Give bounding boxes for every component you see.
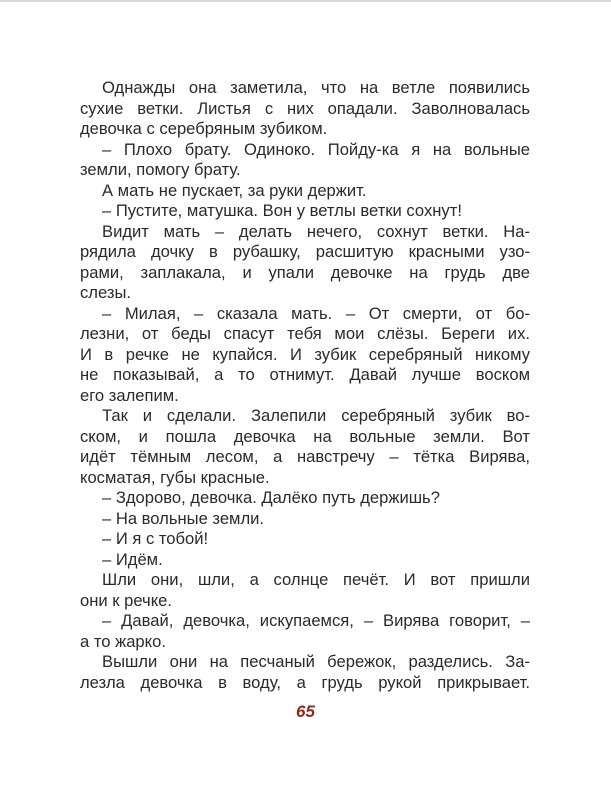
page-number: 65 <box>296 702 315 721</box>
text-line: сухие ветки. Листья с них опадали. Заволновалась <box>80 98 530 118</box>
text-line: – Пустите, матушка. Вон у ветлы ветки сохнут! <box>102 201 462 220</box>
text-line: И в речке не купайся. И зубик серебряный никому <box>80 344 530 364</box>
story-text <box>80 78 530 693</box>
text-line: Вышли они на песчаный бережок, разделись. За- <box>102 652 530 671</box>
text-line: рами, заплакала, и упали девочке на грудь две <box>80 262 530 282</box>
text-line: – И я с тобой! <box>102 529 209 548</box>
text-line: Шли они, шли, а солнце печёт. И вот пришли <box>102 570 530 589</box>
text-line: – Здорово, девочка. Далёко путь держишь? <box>102 488 440 507</box>
text-line: его залепим. <box>80 385 179 405</box>
page-top-border <box>0 0 611 2</box>
text-line: они к речке. <box>80 590 172 610</box>
text-line: – На вольные земли. <box>102 508 265 528</box>
text-line: косматая, губы красные. <box>80 467 270 487</box>
text-line: лезни, от беды спасут тебя мои слёзы. Береги их. <box>80 324 530 343</box>
text-line: – Идём. <box>102 549 163 569</box>
text-line: не показывай, а то отнимут. Давай лучше воском <box>80 365 530 384</box>
text-line: а то жарко. <box>80 631 166 651</box>
text-line: – Давай, девочка, искупаемся, – Вирява говорит, – <box>102 611 530 630</box>
text-line: Однажды она заметила, что на ветле появились <box>102 78 530 97</box>
text-line: ском, и пошла девочка на вольные земли. Вот <box>80 426 530 446</box>
text-line: Видит мать – делать нечего, сохнут ветки. На- <box>102 221 530 241</box>
text-line: земли, помогу брату. <box>80 160 241 179</box>
text-line: – Плохо брату. Одиноко. Пойду-ка я на вольные <box>102 139 530 159</box>
text-line: Так и сделали. Залепили серебряный зубик во- <box>102 406 530 425</box>
text-line: рядила дочку в рубашку, расшитую красными узо- <box>80 242 530 261</box>
text-line: А мать не пускает, за руки держит. <box>102 180 367 200</box>
text-line: лезла девочка в воду, а грудь рукой прикрывает. <box>80 672 530 692</box>
text-line: – Милая, – сказала мать. – От смерти, от бо- <box>102 303 530 323</box>
text-line: слезы. <box>80 283 131 302</box>
text-line: идёт тёмным лесом, а навстречу – тётка Вирява, <box>80 447 530 466</box>
text-line: девочка с серебряным зубиком. <box>80 119 328 138</box>
